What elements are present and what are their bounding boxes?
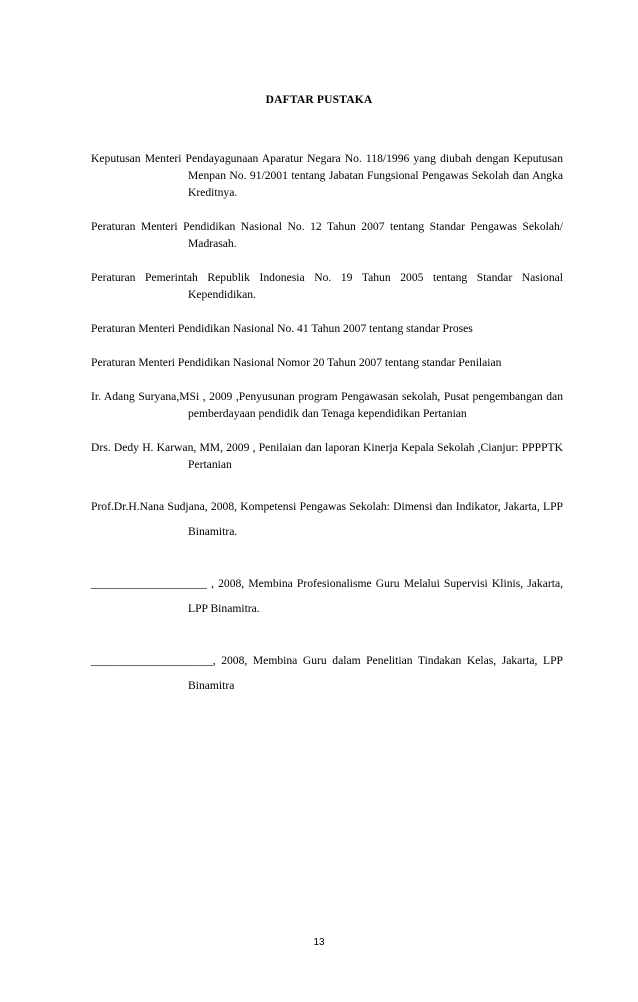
reference-item: ____________________ , 2008, Membina Profesionalisme Guru Melalui Supervisi Klinis, Jakarta, LPP Binamitra. <box>91 577 563 615</box>
page-title: DAFTAR PUSTAKA <box>265 94 373 106</box>
reference-item: Peraturan Menteri Pendidikan Nasional No. 12 Tahun 2007 tentang Standar Pengawas Sekolah/ Madrasah. <box>91 220 563 250</box>
reference-item: Drs. Dedy H. Karwan, MM, 2009 , Penilaian dan laporan Kinerja Kepala Sekolah ,Cianjur: PPPPTK Pertanian <box>91 441 563 471</box>
reference-list <box>91 150 563 698</box>
page-number: 13 <box>313 937 325 948</box>
reference-item: _____________________, 2008, Membina Guru dalam Penelitian Tindakan Kelas, Jakarta, LPP Binamitra <box>91 654 563 692</box>
reference-item: Keputusan Menteri Pendayagunaan Aparatur Negara No. 118/1996 yang diubah dengan Keputusan Menpan No. 91/2001 tentang Jabatan Fungsional Pengawas Sekolah dan Angka Kreditnya. <box>91 152 563 199</box>
reference-item: Prof.Dr.H.Nana Sudjana, 2008, Kompetensi Pengawas Sekolah: Dimensi dan Indikator, Jakarta, LPP Binamitra. <box>91 500 563 538</box>
reference-item: Peraturan Menteri Pendidikan Nasional Nomor 20 Tahun 2007 tentang standar Penilaian <box>91 356 502 369</box>
reference-item: Peraturan Pemerintah Republik Indonesia No. 19 Tahun 2005 tentang Standar Nasional Kependidikan. <box>91 271 563 301</box>
reference-item: Ir. Adang Suryana,MSi , 2009 ,Penyusunan program Pengawasan sekolah, Pusat pengembangan dan pemberdayaan pendidik dan Tenaga kependidikan Pertanian <box>91 390 563 420</box>
reference-item: Peraturan Menteri Pendidikan Nasional No. 41 Tahun 2007 tentang standar Proses <box>91 322 473 335</box>
